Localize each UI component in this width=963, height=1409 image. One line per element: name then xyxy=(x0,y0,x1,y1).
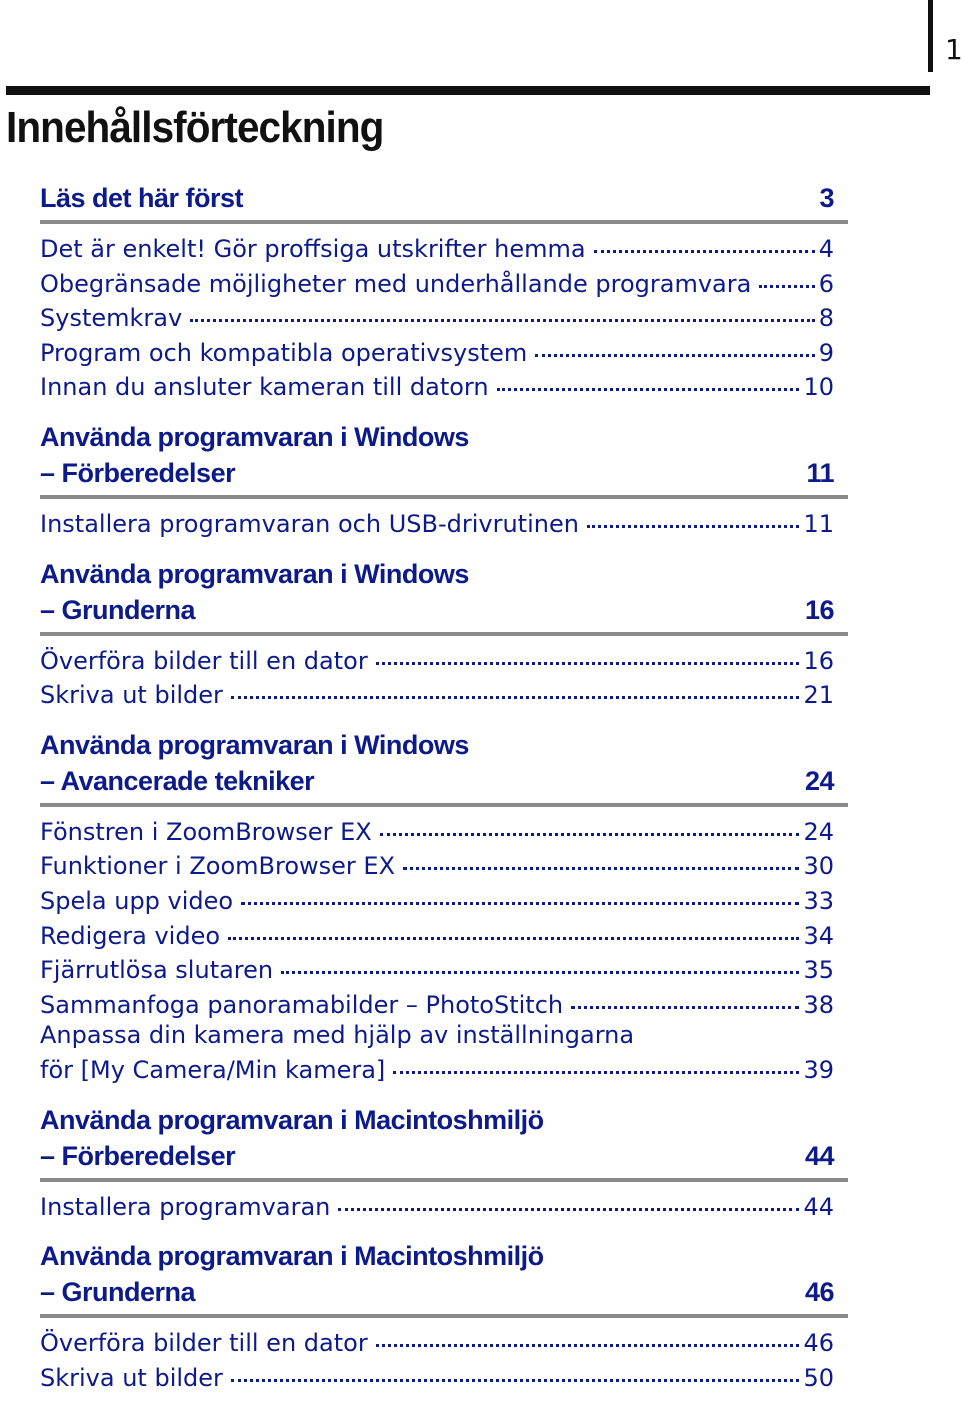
section-heading-page: 46 xyxy=(804,1277,834,1308)
section-heading-line1: Använda programvaran i Windows xyxy=(40,729,469,760)
section-heading-line2: – Förberedelser xyxy=(40,1140,236,1171)
toc-entry-page: 50 xyxy=(803,1363,834,1392)
toc-section xyxy=(40,1238,848,1393)
toc-entry-title: Innan du ansluter kameran till datorn xyxy=(40,373,489,402)
toc-entry[interactable] xyxy=(40,951,834,986)
toc-entry[interactable] xyxy=(40,917,834,952)
section-rule xyxy=(40,1178,848,1182)
toc-entry-page: 8 xyxy=(818,304,834,333)
toc-entry-page: 30 xyxy=(803,852,834,881)
section-heading[interactable] xyxy=(40,419,848,491)
dot-leader xyxy=(190,295,815,322)
toc-entry[interactable] xyxy=(40,986,834,1021)
toc-section xyxy=(40,556,848,711)
section-heading-line1: Använda programvaran i Windows xyxy=(40,421,469,452)
section-heading-line2: – Förberedelser xyxy=(40,457,236,488)
section-heading-page: 24 xyxy=(804,765,834,796)
toc-entry[interactable] xyxy=(40,368,834,403)
toc-entry-page: 11 xyxy=(803,509,834,538)
toc-entry-page: 24 xyxy=(803,817,834,846)
toc-entry-title-line1: Anpassa din kamera med hjälp av inställningarna xyxy=(40,1021,635,1050)
dot-leader xyxy=(376,638,800,665)
toc-entry-title: Skriva ut bilder xyxy=(40,1363,223,1392)
section-heading[interactable] xyxy=(40,180,834,216)
dot-leader xyxy=(380,809,800,836)
toc-entry[interactable] xyxy=(40,847,834,882)
toc-entry-title: Obegränsade möjligheter med underhållande programvara xyxy=(40,269,752,298)
section-rule xyxy=(40,495,848,499)
section-heading-line1: Använda programvaran i Macintoshmiljö xyxy=(40,1104,544,1135)
toc-entry-page: 4 xyxy=(818,235,834,263)
toc-entry[interactable] xyxy=(40,1020,848,1085)
toc-entry[interactable] xyxy=(40,230,834,265)
dot-leader xyxy=(231,1355,800,1382)
section-heading-line2: – Grunderna xyxy=(40,1277,196,1308)
section-heading-page: 11 xyxy=(806,457,834,488)
toc-entry-page: 33 xyxy=(803,886,834,915)
dot-leader xyxy=(376,1320,800,1347)
toc-entry[interactable] xyxy=(40,642,834,677)
toc-entry-title: Funktioner i ZoomBrowser EX xyxy=(40,852,396,881)
dot-leader xyxy=(393,1047,799,1074)
section-rule xyxy=(40,1314,848,1318)
toc-entry[interactable] xyxy=(40,676,834,711)
toc-entry-title: Fönstren i ZoomBrowser EX xyxy=(40,817,372,846)
section-heading-line2: – Grunderna xyxy=(40,594,196,625)
section-rule xyxy=(40,632,848,636)
section-heading[interactable] xyxy=(40,727,848,799)
section-heading-page: 3 xyxy=(819,183,834,213)
toc-entry[interactable] xyxy=(40,334,834,369)
toc-entry[interactable] xyxy=(40,1188,834,1223)
toc-entry-page: 34 xyxy=(803,921,834,950)
toc-entry-page: 44 xyxy=(803,1192,834,1221)
toc-section xyxy=(40,727,848,1086)
toc-entry-page: 16 xyxy=(803,646,834,675)
section-heading-line1: Använda programvaran i Macintoshmiljö xyxy=(40,1241,544,1272)
dot-leader xyxy=(241,878,799,905)
toc-entry[interactable] xyxy=(40,265,834,300)
toc-section xyxy=(40,180,848,403)
toc-section xyxy=(40,419,848,540)
section-heading-page: 16 xyxy=(804,594,834,625)
toc-entry-page: 10 xyxy=(803,373,834,402)
toc-entry-title: Överföra bilder till en dator xyxy=(40,1329,368,1358)
dot-leader xyxy=(228,913,799,940)
table-of-contents xyxy=(40,180,848,1409)
section-heading[interactable] xyxy=(40,1238,848,1310)
dot-leader xyxy=(403,843,799,870)
section-rule xyxy=(40,803,848,807)
toc-entry-page: 46 xyxy=(803,1329,834,1358)
section-heading-line2: – Avancerade tekniker xyxy=(40,765,315,796)
dot-leader xyxy=(497,364,800,391)
toc-entry-page: 39 xyxy=(803,1055,834,1084)
dot-leader xyxy=(535,330,814,357)
dot-leader xyxy=(338,1184,799,1211)
dot-leader xyxy=(594,226,815,253)
dot-leader xyxy=(281,947,799,974)
page-number: 1 xyxy=(945,33,963,66)
toc-entry-page: 21 xyxy=(803,681,834,710)
page-title: Innehållsförteckning xyxy=(6,103,384,152)
dot-leader xyxy=(571,982,799,1009)
toc-entry-page: 35 xyxy=(803,956,834,985)
section-heading-page: 44 xyxy=(804,1140,834,1171)
section-heading[interactable] xyxy=(40,556,848,628)
section-rule xyxy=(40,220,848,224)
toc-section xyxy=(40,1102,848,1223)
top-rule xyxy=(6,86,930,95)
toc-entry-title: Installera programvaran och USB-drivrutinen xyxy=(40,509,579,538)
toc-entry-title-line2: för [My Camera/Min kamera] xyxy=(40,1055,386,1084)
toc-entry[interactable] xyxy=(40,505,834,540)
section-heading-line1: Använda programvaran i Windows xyxy=(40,558,469,589)
toc-entry[interactable] xyxy=(40,813,834,848)
toc-entry-page: 6 xyxy=(818,269,834,298)
toc-entry-title: Skriva ut bilder xyxy=(40,681,223,710)
toc-entry-title: Det är enkelt! Gör proffsiga utskrifter hemma xyxy=(40,235,586,263)
dot-leader xyxy=(759,261,814,288)
dot-leader xyxy=(587,501,800,528)
toc-entry-title: Installera programvaran xyxy=(40,1192,331,1221)
toc-entry[interactable] xyxy=(40,1359,834,1394)
section-heading[interactable] xyxy=(40,1102,848,1174)
page-marker-bar xyxy=(928,0,933,72)
toc-entry-title: Spela upp video xyxy=(40,886,234,915)
toc-entry-title: Överföra bilder till en dator xyxy=(40,646,368,675)
toc-entry-title: Program och kompatibla operativsystem xyxy=(40,338,528,367)
toc-entry-page: 9 xyxy=(818,338,834,367)
section-heading-title: Läs det här först xyxy=(40,183,244,213)
toc-entry[interactable] xyxy=(40,882,834,917)
toc-entry-title: Sammanfoga panoramabilder – PhotoStitch xyxy=(40,990,564,1019)
toc-entry-title: Redigera video xyxy=(40,921,221,950)
toc-entry-title: Systemkrav xyxy=(40,304,183,333)
toc-entry-page: 38 xyxy=(803,990,834,1019)
toc-entry[interactable] xyxy=(40,299,834,334)
toc-entry-title: Fjärrutlösa slutaren xyxy=(40,956,274,985)
toc-entry[interactable] xyxy=(40,1324,834,1359)
dot-leader xyxy=(231,672,800,699)
